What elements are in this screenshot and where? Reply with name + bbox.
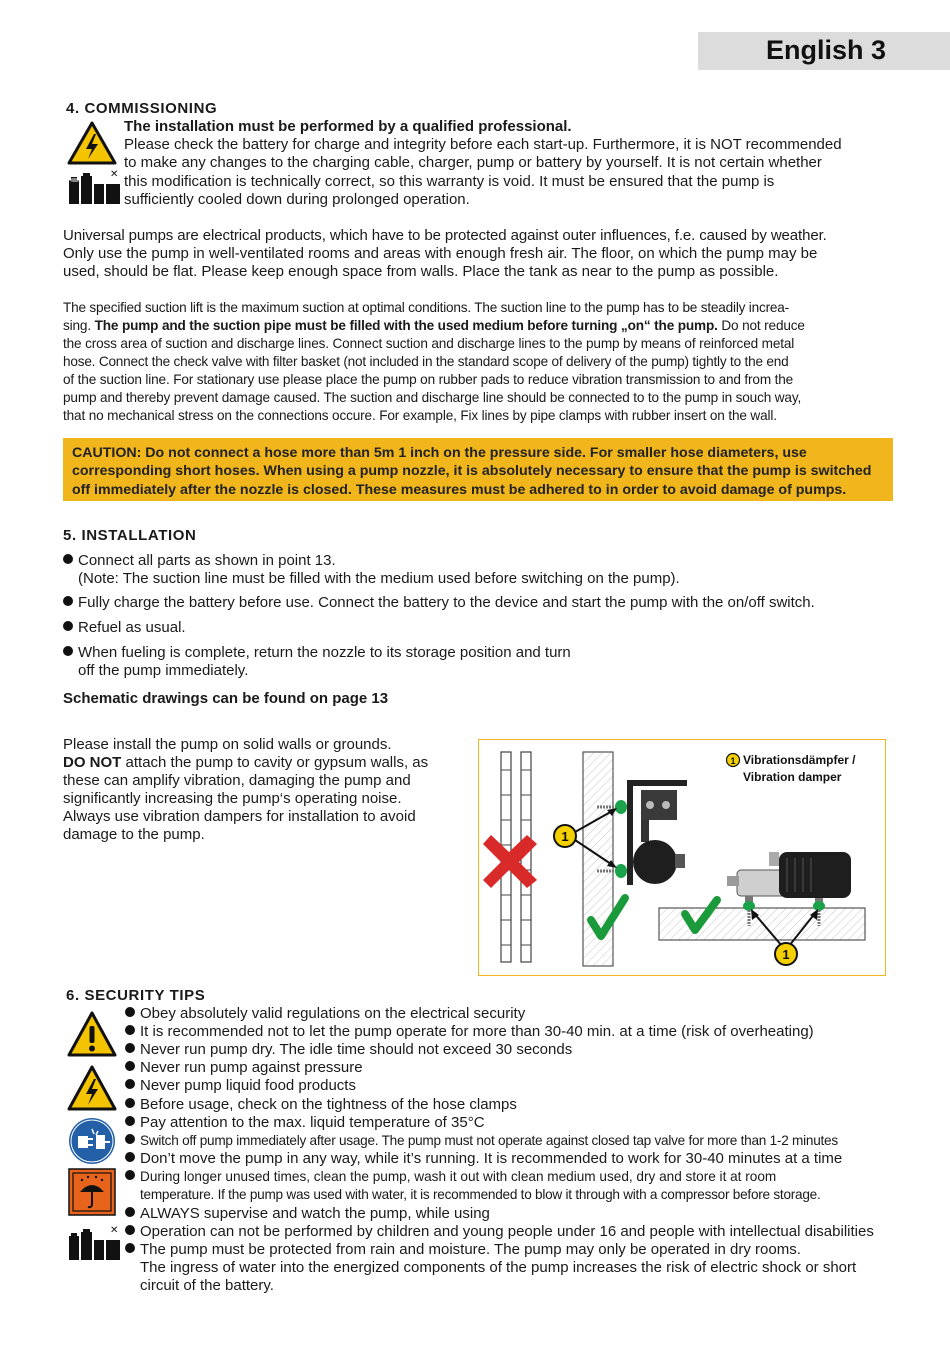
- svg-text:✕: ✕: [110, 1225, 119, 1236]
- bullet-icon: [125, 1207, 135, 1217]
- security-item-5: Never pump liquid food products: [125, 1077, 356, 1095]
- weather-paragraph-line-3: used, should be flat. Please keep enough space from walls. Place the tank as near to the pump as possible.: [63, 263, 779, 280]
- bullet-icon: [125, 1007, 135, 1017]
- qualified-professional-note: The installation must be performed by a qualified professional.: [124, 118, 572, 135]
- bullet-icon: [125, 1243, 135, 1253]
- security-item-13: The pump must be protected from rain and moisture. The pump may only be operated in dry rooms. The ingress of water into the energized components of the pump increases the risk of electric shock or short circuit of the battery.: [125, 1241, 856, 1296]
- installation-diagram: [478, 739, 886, 976]
- general-warning-icon: [66, 1010, 118, 1058]
- suction-paragraph-line-1: The specified suction lift is the maximum suction at optimal conditions. The suction line to the pump has to be steadily increa-: [63, 300, 789, 315]
- legend-label-de: Vibrationsdämpfer /: [743, 753, 856, 767]
- bullet-icon: [125, 1043, 135, 1053]
- suction-paragraph-line-4: hose. Connect the check valve with filter basket (not included in the standard scope of delivery of the pump) tightly to the end: [63, 354, 789, 369]
- bullet-icon: [125, 1079, 135, 1089]
- disconnect-plug-icon: [68, 1117, 116, 1165]
- callout-number: 1: [782, 947, 790, 962]
- suction-paragraph-line-3: the cross area of suction and discharge lines. Connect suction and discharge lines to the pump by means of reinforced metal: [63, 336, 795, 351]
- bullet-icon: [125, 1116, 135, 1126]
- security-item-2: It is recommended not to let the pump operate for more than 30-40 min. at a time (risk of overheating): [125, 1023, 814, 1041]
- installation-item-4: When fueling is complete, return the nozzle to its storage position and turn off the pump immediately.: [63, 644, 571, 680]
- bullet-icon: [125, 1170, 135, 1180]
- high-voltage-warning-icon: [66, 1064, 118, 1112]
- page-header: [698, 32, 950, 70]
- suction-paragraph-line-7: that no mechanical stress on the connections occure. For example, Fix lines by pipe clamps with rubber insert on the wall.: [63, 408, 777, 423]
- section-heading-security: 6. SECURITY TIPS: [66, 987, 206, 1004]
- damper-icon: [615, 800, 627, 814]
- caution-text: CAUTION: Do not connect a hose more than 5m 1 inch on the pressure side. For smaller hose diameters, use corresponding short hoses. When using a pump nozzle, it is absolutely necessary to ensure that the pump is switched off immediately after the nozzle is closed. These measures must be adhered to in order to avoid damage of pumps.: [72, 445, 872, 498]
- commissioning-line-3: this modification is technically correct, so this warranty is void. It must be ensured that the pump is: [124, 173, 775, 190]
- damper-icon: [615, 864, 627, 878]
- security-item-3: Never run pump dry. The idle time should not exceed 30 seconds: [125, 1041, 572, 1059]
- wall-text-line-3: these can amplify vibration, damaging the pump and: [63, 772, 411, 789]
- legend-label-en: Vibration damper: [743, 770, 842, 784]
- bullet-icon: [125, 1098, 135, 1108]
- wall-text-line-4: significantly increasing the pump‘s operating noise.: [63, 790, 402, 807]
- bullet-icon: [63, 596, 73, 606]
- legend-number: 1: [730, 756, 736, 766]
- schematic-note: Schematic drawings can be found on page 13: [63, 690, 389, 707]
- security-item-8: Switch off pump immediately after usage. The pump must not operate against closed tap valve for more than 1-2 minutes: [125, 1132, 838, 1150]
- damper-icon: [813, 901, 825, 911]
- bullet-icon: [63, 554, 73, 564]
- high-voltage-warning-icon: [66, 120, 118, 166]
- bullet-icon: [63, 621, 73, 631]
- installation-item-1: Connect all parts as shown in point 13. (Note: The suction line must be filled with the medium used before switching on the pump).: [63, 552, 680, 588]
- weather-paragraph-line-1: Universal pumps are electrical products, which have to be protected against outer influences, f.e. caused by weather.: [63, 227, 827, 244]
- wall-pump-icon: [633, 840, 677, 884]
- bullet-icon: [125, 1225, 135, 1235]
- suction-paragraph-line-6: pump and thereby prevent damage caused. The suction and discharge line should be connected to to the pump in souch way,: [63, 390, 802, 405]
- security-item-9: Don’t move the pump in any way, while it’s running. It is recommended to work for 30-40 minutes at a time: [125, 1150, 842, 1168]
- security-item-10: During longer unused times, clean the pump, wash it out with clean medium used, dry and store it at room temperature. If the pump was used with water, it is recommended to blow it through with a compressor before storage.: [125, 1168, 820, 1204]
- wall-text-line-6: damage to the pump.: [63, 826, 205, 843]
- battery-disposal-icon: [66, 166, 122, 208]
- wall-text-line-5: Always use vibration dampers for installation to avoid: [63, 808, 416, 825]
- bullet-icon: [63, 646, 73, 656]
- callout-number: 1: [561, 829, 569, 844]
- bullet-icon: [125, 1134, 135, 1144]
- damper-icon: [743, 901, 755, 911]
- keep-dry-icon: [68, 1168, 116, 1216]
- commissioning-line-2: to make any changes to the charging cable, charger, pump or battery by yourself. It is not certain whether: [124, 154, 822, 171]
- weather-paragraph-line-2: Only use the pump in well-ventilated rooms and areas with enough fresh air. The floor, on which the pump may be: [63, 245, 818, 262]
- fill-pump-warning: The pump and the suction pipe must be filled with the used medium before turning „on“ the pump.: [94, 318, 718, 333]
- security-item-1: Obey absolutely valid regulations on the electrical security: [125, 1005, 525, 1023]
- page-title: English 3: [765, 35, 886, 65]
- svg-text:✕: ✕: [110, 169, 119, 180]
- caution-box: [63, 438, 893, 501]
- commissioning-line-1: Please check the battery for charge and integrity before each start-up. Furthermore, it is NOT recommended: [124, 136, 842, 153]
- security-item-4: Never run pump against pressure: [125, 1059, 363, 1077]
- security-item-6: Before usage, check on the tightness of the hose clamps: [125, 1096, 517, 1114]
- security-item-11: ALWAYS supervise and watch the pump, while using: [125, 1205, 490, 1223]
- installation-item-3: Refuel as usual.: [63, 619, 186, 637]
- section-heading-commissioning: 4. COMMISSIONING: [66, 100, 218, 117]
- mounting-illustration: [479, 740, 884, 974]
- section-heading-installation: 5. INSTALLATION: [63, 527, 197, 544]
- commissioning-line-4: sufficiently cooled down during prolonged operation.: [124, 191, 470, 208]
- battery-disposal-icon: [66, 1222, 122, 1264]
- security-item-7: Pay attention to the max. liquid temperature of 35°C: [125, 1114, 485, 1132]
- suction-paragraph-line-2: sing. The pump and the suction pipe must be filled with the used medium before turning „on“ the pump. Do not reduce: [63, 318, 805, 333]
- security-item-12: Operation can not be performed by children and young people under 16 and people with intellectual disabilities: [125, 1223, 874, 1241]
- bullet-icon: [125, 1152, 135, 1162]
- wall-text-line-2: DO NOT attach the pump to cavity or gypsum walls, as: [63, 754, 429, 771]
- bullet-icon: [125, 1061, 135, 1071]
- wall-text-line-1: Please install the pump on solid walls or grounds.: [63, 736, 392, 753]
- suction-paragraph-line-5: of the suction line. For stationary use please place the pump on rubber pads to reduce vibration transmission to and from the: [63, 372, 794, 387]
- installation-item-2: Fully charge the battery before use. Connect the battery to the device and start the pump with the on/off switch.: [63, 594, 815, 612]
- bullet-icon: [125, 1025, 135, 1035]
